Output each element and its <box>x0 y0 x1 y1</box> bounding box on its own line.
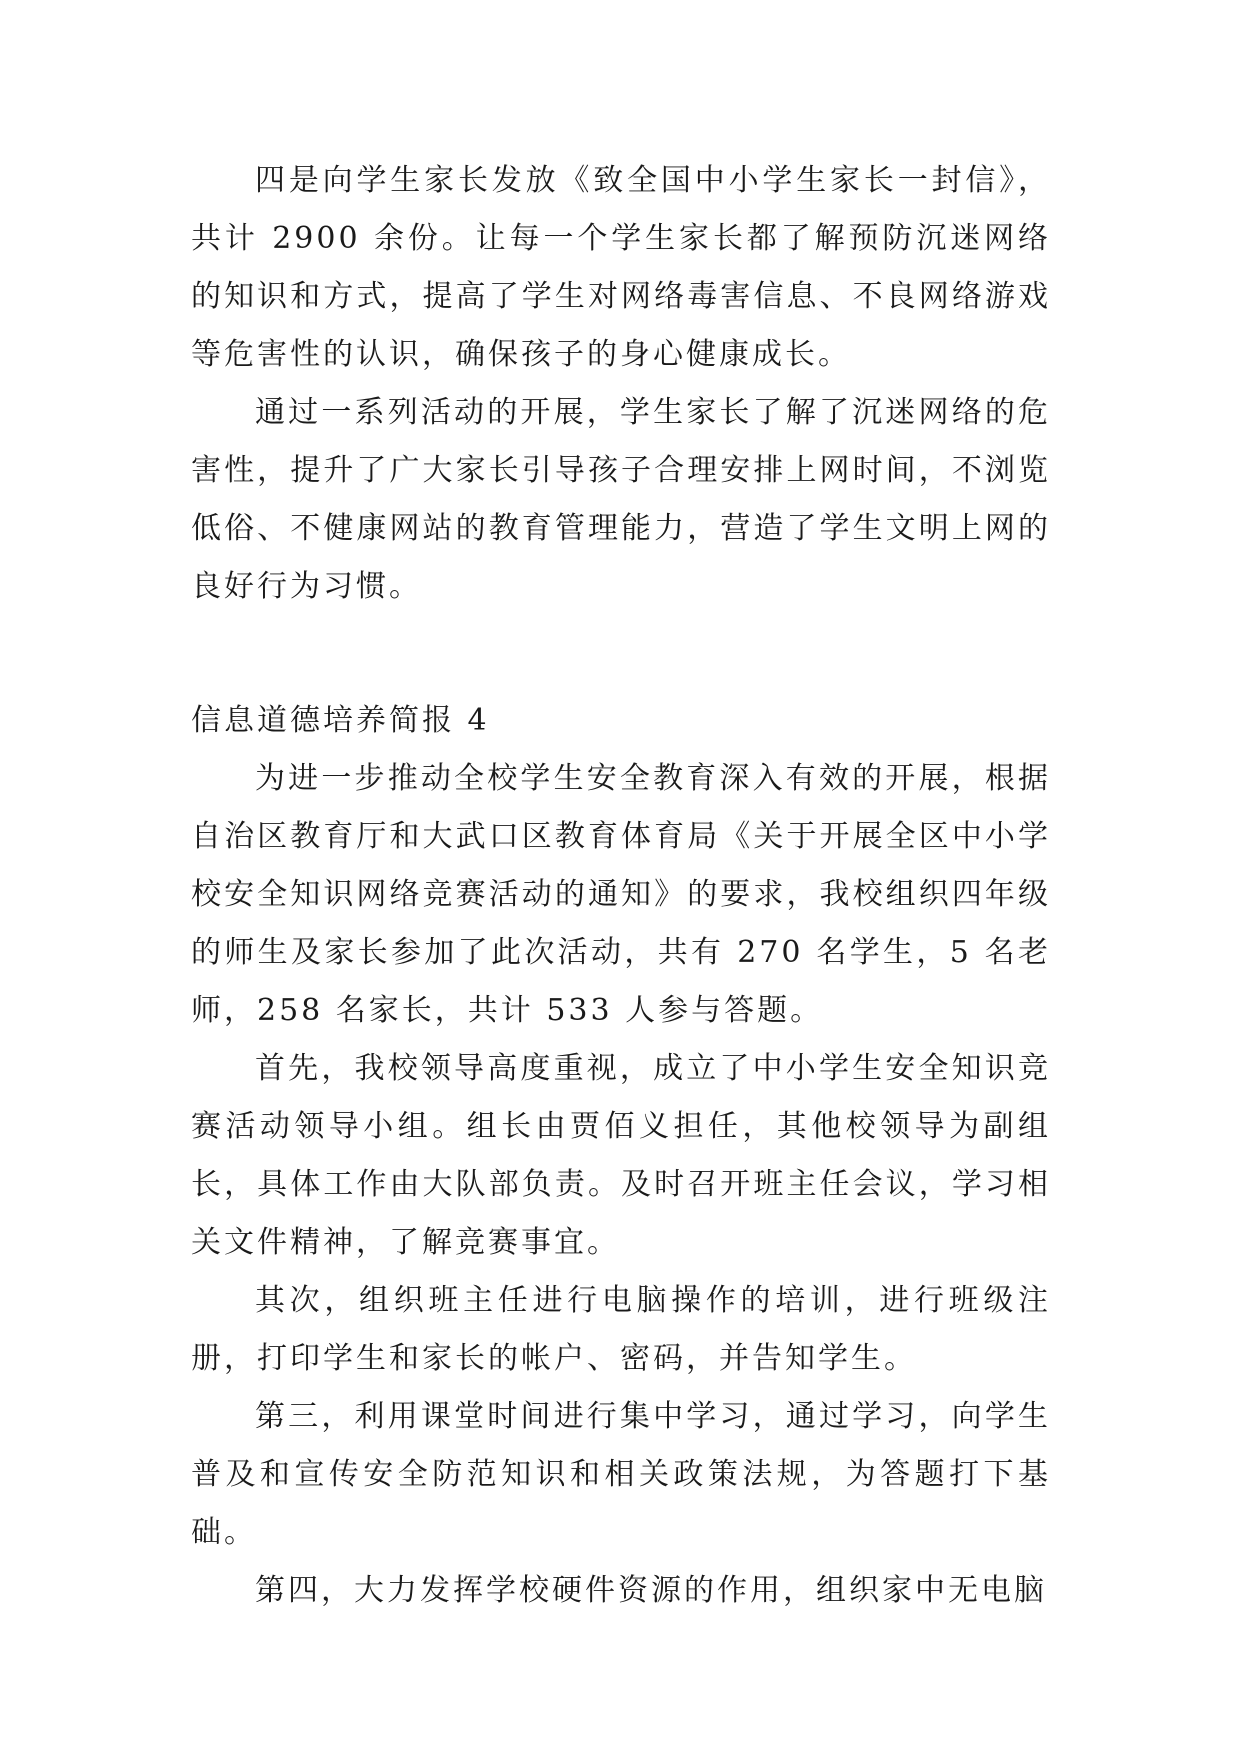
paragraph-second-step: 其次，组织班主任进行电脑操作的培训，进行班级注册，打印学生和家长的帐户、密码，并告知学生。 <box>191 1283 1051 1376</box>
paragraph-first-step: 首先，我校领导高度重视，成立了中小学生安全知识竞赛活动领导小组。组长由贾佰义担任，其他校领导为副组长，具体工作由大队部负责。及时召开班主任会议，学习相关文件精神，了解竞赛事宜。 <box>191 1051 1051 1260</box>
paragraph-competition-intro: 为进一步推动全校学生安全教育深入有效的开展，根据自治区教育厅和大武口区教育体育局《关于开展全区中小学校安全知识网络竞赛活动的通知》的要求，我校组织四年级的师生及家长参加了此次活动，共有 270 名学生，5 名老师，258 名家长，共计 533 人参与答题。 <box>191 761 1051 1028</box>
paragraph-third-step: 第三，利用课堂时间进行集中学习，通过学习，向学生普及和宣传安全防范知识和相关政策法规，为答题打下基础。 <box>191 1399 1051 1550</box>
section-title: 信息道德培养简报 4 <box>191 703 490 738</box>
document-body <box>191 152 1051 1620</box>
paragraph-parent-letter: 四是向学生家长发放《致全国中小学生家长一封信》，共计 2900 余份。让每一个学生家长都了解预防沉迷网络的知识和方式，提高了学生对网络毒害信息、不良网络游戏等危害性的认识，确保孩子的身心健康成长。 <box>191 163 1051 372</box>
paragraph-fourth-step: 第四，大力发挥学校硬件资源的作用，组织家中无电脑 <box>255 1573 1047 1608</box>
paragraph-activity-results: 通过一系列活动的开展，学生家长了解了沉迷网络的危害性，提升了广大家长引导孩子合理安排上网时间，不浏览低俗、不健康网站的教育管理能力，营造了学生文明上网的良好行为习惯。 <box>191 395 1051 604</box>
